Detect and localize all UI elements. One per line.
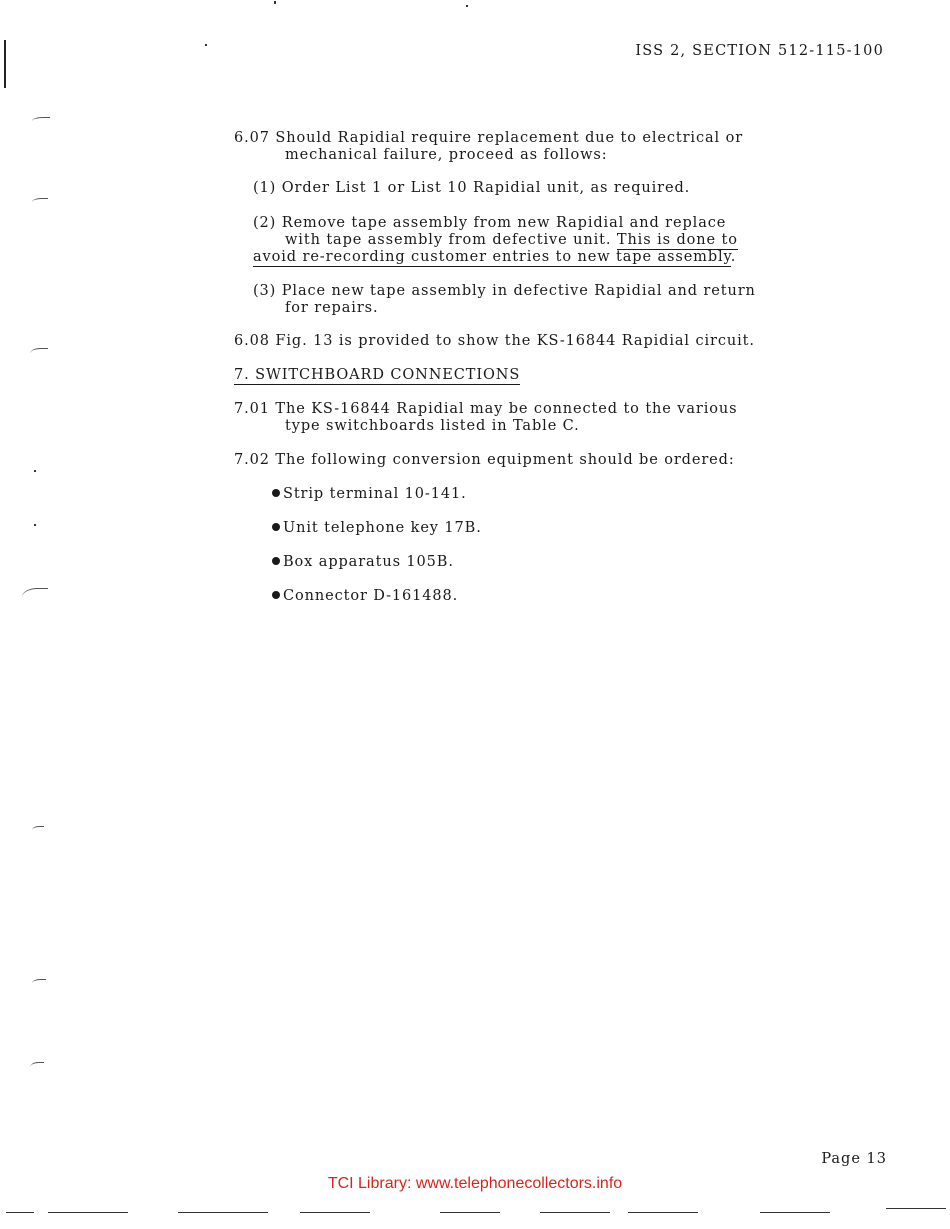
- bottom-edge-line: [540, 1212, 610, 1213]
- equipment-item-text: Connector D-161488.: [283, 588, 459, 604]
- bottom-edge-line: [6, 1212, 34, 1213]
- library-link[interactable]: TCI Library: www.telephonecollectors.info: [327, 1175, 623, 1192]
- section-7-heading: [234, 367, 520, 384]
- step-2-line2-plain: with tape assembly from defective unit.: [285, 232, 617, 248]
- paragraph-7-01-line1: 7.01 The KS-16844 Rapidial may be connected to the various: [234, 401, 738, 417]
- page-number: Page 13: [821, 1151, 887, 1167]
- step-3-line2: for repairs.: [285, 300, 379, 316]
- step-2-line3-tail: .: [730, 249, 737, 265]
- binding-mark: [22, 588, 48, 603]
- equipment-item-text: Strip terminal 10-141.: [283, 486, 467, 502]
- paragraph-7-02: [234, 452, 735, 469]
- bottom-edge-line: [886, 1208, 946, 1209]
- paragraph-7-01-line2: type switchboards listed in Table C.: [285, 418, 580, 434]
- binding-mark: [32, 979, 46, 986]
- scan-speck: [205, 44, 207, 46]
- bullet-icon: [272, 591, 280, 599]
- bottom-edge-line: [628, 1212, 698, 1213]
- binding-mark: [30, 348, 48, 357]
- bottom-edge-line: [760, 1212, 830, 1213]
- equipment-item: [272, 588, 458, 605]
- step-2-line2: [253, 232, 738, 249]
- step-2-line1: (2) Remove tape assembly from new Rapidial and replace: [253, 215, 727, 231]
- equipment-item: [272, 486, 467, 503]
- section-7-heading-text: 7. SWITCHBOARD CONNECTIONS: [234, 367, 521, 383]
- paragraph-6-07-line2: mechanical failure, proceed as follows:: [285, 147, 608, 163]
- binding-mark: [32, 117, 50, 124]
- scan-speck: [34, 524, 36, 526]
- bottom-edge-line: [300, 1212, 370, 1213]
- bottom-edge-line: [48, 1212, 128, 1213]
- paragraph-6-08-text: 6.08 Fig. 13 is provided to show the KS-16844 Rapidial circuit.: [234, 333, 755, 349]
- binding-mark: [4, 40, 6, 88]
- scan-speck: [34, 470, 36, 472]
- step-1: [253, 180, 690, 197]
- bottom-edge-line: [178, 1212, 268, 1213]
- binding-mark: [30, 1062, 44, 1071]
- paragraph-7-02-text: 7.02 The following conversion equipment should be ordered:: [234, 452, 735, 468]
- bottom-edge-line: [440, 1212, 500, 1213]
- equipment-item-text: Box apparatus 105B.: [283, 554, 454, 570]
- step-2-line2-underlined: This is done to: [616, 232, 738, 248]
- bullet-icon: [272, 489, 280, 497]
- paragraph-6-07-line1: 6.07 Should Rapidial require replacement due to electrical or: [234, 130, 744, 146]
- scan-speck: [274, 1, 276, 4]
- section-reference: ISS 2, SECTION 512-115-100: [635, 43, 884, 59]
- step-3-line1: (3) Place new tape assembly in defective Rapidial and return: [253, 283, 756, 299]
- bullet-icon: [272, 557, 280, 565]
- paragraph-6-07: [234, 130, 743, 164]
- equipment-item-text: Unit telephone key 17B.: [283, 520, 482, 536]
- step-2-line3-underlined: avoid re-recording customer entries to new tape assembly: [253, 249, 731, 265]
- step-2-line3: [253, 249, 738, 266]
- equipment-item: [272, 554, 454, 571]
- step-1-text: (1) Order List 1 or List 10 Rapidial unit, as required.: [253, 180, 691, 196]
- binding-mark: [32, 826, 44, 833]
- scan-speck: [466, 5, 468, 7]
- equipment-item: [272, 520, 482, 537]
- binding-mark: [32, 198, 48, 205]
- step-2: [253, 215, 738, 266]
- paragraph-6-08: [234, 333, 755, 350]
- step-3: [253, 283, 756, 317]
- paragraph-7-01: [234, 401, 737, 435]
- bullet-icon: [272, 523, 280, 531]
